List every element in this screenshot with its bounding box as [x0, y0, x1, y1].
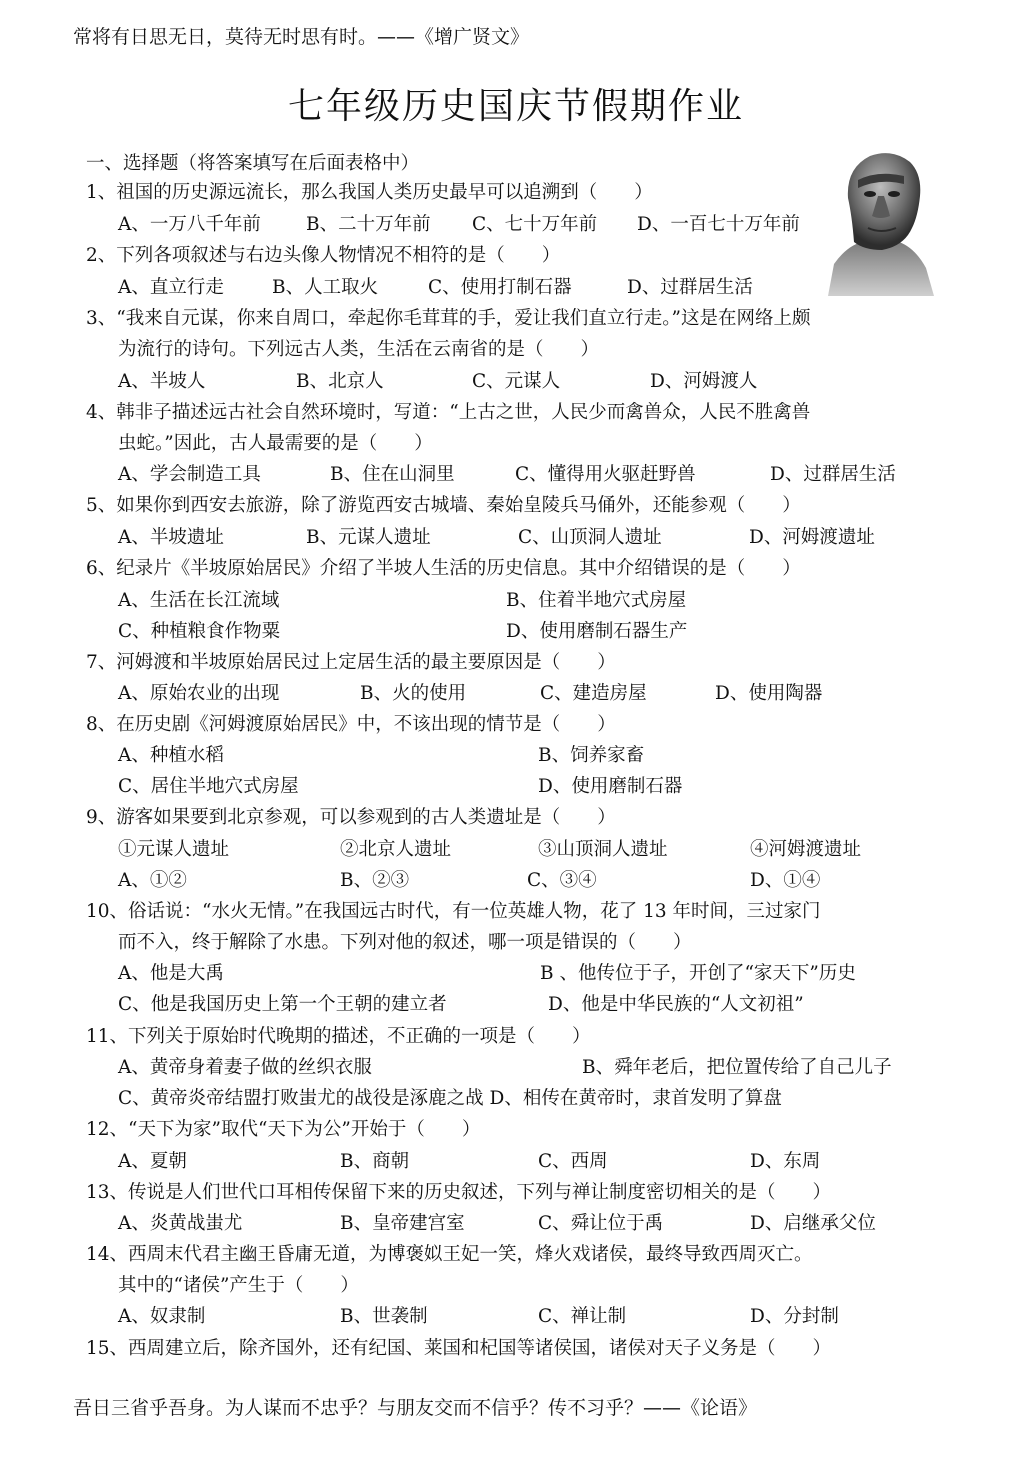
question-text: 6、纪录片《半坡原始居民》介绍了半坡人生活的历史信息。其中介绍错误的是（ ）	[86, 558, 801, 579]
option-text: B、住在山洞里	[330, 464, 455, 485]
option-text: D、使用磨制石器生产	[506, 621, 688, 642]
bust-image	[818, 146, 942, 296]
option-text: A、半坡遗址	[118, 527, 224, 548]
option-text: B、商朝	[340, 1151, 410, 1172]
option-text: ③山顶洞人遗址	[538, 839, 668, 860]
question-text: 13、传说是人们世代口耳相传保留下来的历史叙述，下列与禅让制度密切相关的是（ ）	[86, 1182, 832, 1203]
option-text: A、黄帝身着妻子做的丝织衣服	[118, 1057, 372, 1078]
question-text: 14、西周末代君主幽王昏庸无道，为博褒姒王妃一笑，烽火戏诸侯，最终导致西周灭亡。	[86, 1244, 813, 1265]
option-text: C、西周	[538, 1151, 608, 1172]
option-text: B、舜年老后，把位置传给了自己儿子	[582, 1057, 892, 1078]
option-text: A、直立行走	[118, 277, 224, 298]
option-text: B、②③	[340, 870, 410, 891]
option-text: A、一万八千年前	[118, 214, 261, 235]
option-text: A、奴隶制	[118, 1306, 206, 1327]
option-text: A、①②	[118, 870, 187, 891]
page-title: 七年级历史国庆节假期作业	[287, 86, 744, 127]
option-text: C、③④	[527, 870, 597, 891]
option-text: A、他是大禹	[118, 963, 224, 984]
option-text: C、禅让制	[538, 1306, 627, 1327]
option-text: A、炎黄战蚩尤	[118, 1213, 243, 1234]
option-text: D、启继承父位	[750, 1213, 876, 1234]
question-text: 其中的“诸侯”产生于（ ）	[118, 1275, 359, 1296]
question-text: 12、“天下为家”取代“天下为公”开始于（ ）	[86, 1119, 481, 1140]
option-text: B、住着半地穴式房屋	[506, 590, 687, 611]
footer-quote: 吾日三省乎吾身。为人谋而不忠乎？与朋友交而不信乎？传不习乎？——《论语》	[73, 1397, 758, 1419]
question-text: 10、俗话说：“水火无情。”在我国远古时代，有一位英雄人物，花了 13 年时间，三过家门	[86, 901, 821, 922]
option-text: A、夏朝	[118, 1151, 187, 1172]
option-text: D、他是中华民族的“人文初祖”	[548, 994, 804, 1015]
question-text: 9、游客如果要到北京参观，可以参观到的古人类遗址是（ ）	[86, 807, 616, 828]
option-text: D、使用陶器	[715, 683, 823, 704]
option-text: D、过群居生活	[627, 277, 753, 298]
option-text: C、种植粮食作物粟	[118, 621, 281, 642]
option-text: C、建造房屋	[540, 683, 647, 704]
option-text: D、一百七十万年前	[637, 214, 800, 235]
question-text: 5、如果你到西安去旅游，除了游览西安古城墙、秦始皇陵兵马俑外，还能参观（ ）	[86, 495, 801, 516]
option-text: A、种植水稻	[118, 745, 224, 766]
option-text: C、他是我国历史上第一个王朝的建立者	[118, 994, 447, 1015]
question-text: 7、河姆渡和半坡原始居民过上定居生活的最主要原因是（ ）	[86, 652, 616, 673]
option-text: ②北京人遗址	[340, 839, 452, 860]
question-text: 为流行的诗句。下列远古人类，生活在云南省的是（ ）	[118, 339, 600, 360]
option-text: B、元谋人遗址	[306, 527, 431, 548]
option-text: B、二十万年前	[306, 214, 431, 235]
option-text: D、河姆渡遗址	[749, 527, 875, 548]
section-heading: 一、选择题（将答案填写在后面表格中）	[86, 153, 420, 174]
option-text: C、懂得用火驱赶野兽	[515, 464, 696, 485]
option-text: C、居住半地穴式房屋	[118, 776, 299, 797]
question-text: 虫蛇。”因此，古人最需要的是（ ）	[118, 433, 433, 454]
question-text: 2、下列各项叙述与右边头像人物情况不相符的是（ ）	[86, 245, 561, 266]
option-text: B、人工取火	[272, 277, 379, 298]
option-text: ①元谋人遗址	[118, 839, 230, 860]
question-text: C、黄帝炎帝结盟打败蚩尤的战役是涿鹿之战 D、相传在黄帝时，隶首发明了算盘	[118, 1088, 782, 1109]
option-text: C、七十万年前	[472, 214, 598, 235]
option-text: B 、他传位于子，开创了“家天下”历史	[540, 963, 856, 984]
header-quote: 常将有日思无日，莫待无时思有时。——《增广贤文》	[73, 26, 530, 48]
option-text: C、舜让位于禹	[538, 1213, 664, 1234]
question-text: 15、西周建立后，除齐国外，还有纪国、莱国和杞国等诸侯国，诸侯对天子义务是（ ）	[86, 1338, 832, 1359]
option-text: B、火的使用	[360, 683, 467, 704]
option-text: A、原始农业的出现	[118, 683, 280, 704]
option-text: C、元谋人	[472, 371, 561, 392]
option-text: A、学会制造工具	[118, 464, 261, 485]
option-text: B、北京人	[296, 371, 384, 392]
option-text: A、半坡人	[118, 371, 206, 392]
option-text: D、过群居生活	[770, 464, 896, 485]
option-text: ④河姆渡遗址	[750, 839, 862, 860]
question-text: 8、在历史剧《河姆渡原始居民》中，不该出现的情节是（ ）	[86, 714, 616, 735]
option-text: D、河姆渡人	[650, 371, 758, 392]
question-text: 3、“我来自元谋，你来自周口，牵起你毛茸茸的手，爱让我们直立行走。”这是在网络上颇	[86, 308, 811, 329]
option-text: B、世袭制	[340, 1306, 428, 1327]
question-text: 1、祖国的历史源远流长，那么我国人类历史最早可以追溯到（ ）	[86, 182, 653, 203]
option-text: C、山顶洞人遗址	[518, 527, 662, 548]
option-text: D、使用磨制石器	[538, 776, 683, 797]
option-text: C、使用打制石器	[428, 277, 572, 298]
option-text: D、①④	[750, 870, 821, 891]
question-text: 11、下列关于原始时代晚期的描述，不正确的一项是（ ）	[86, 1026, 591, 1047]
option-text: D、分封制	[750, 1306, 839, 1327]
option-text: B、皇帝建宫室	[340, 1213, 465, 1234]
option-text: B、饲养家畜	[538, 745, 645, 766]
question-text: 而不入，终于解除了水患。下列对他的叙述，哪一项是错误的（ ）	[118, 932, 692, 953]
option-text: D、东周	[750, 1151, 821, 1172]
question-text: 4、韩非子描述远古社会自然环境时，写道：“上古之世，人民少而禽兽众，人民不胜禽兽	[86, 402, 811, 423]
option-text: A、生活在长江流域	[118, 590, 280, 611]
